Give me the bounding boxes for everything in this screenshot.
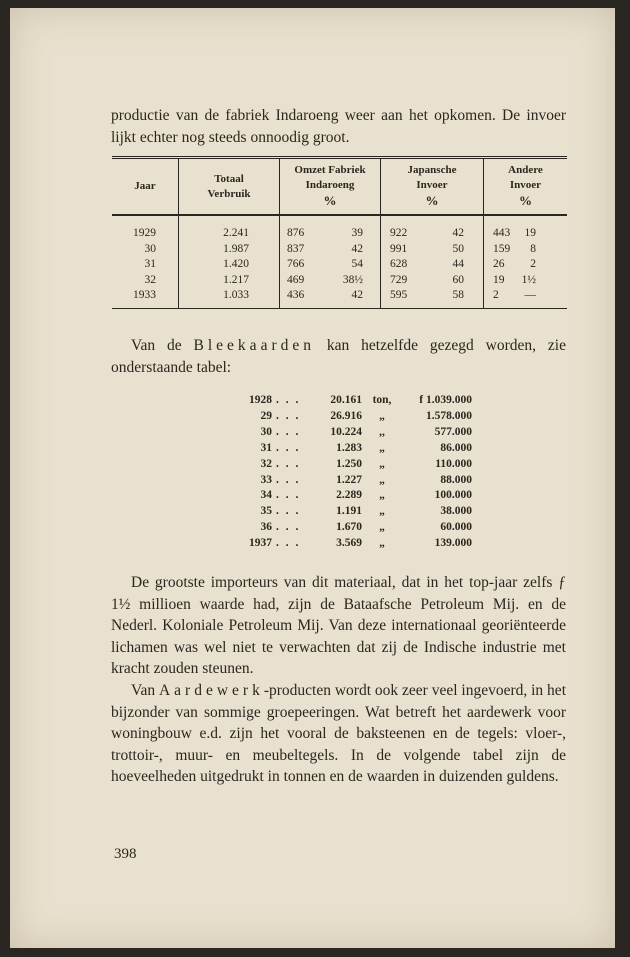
cell-omzet: 469 38½	[280, 273, 381, 289]
cell-year: 34	[260, 489, 272, 502]
cell-dots: . . .	[276, 394, 301, 406]
cell-tons: 20.161	[330, 394, 362, 406]
cell-dots: . . .	[276, 505, 301, 518]
table-row	[234, 425, 474, 441]
cell-value: 577.000	[434, 425, 472, 438]
cell-dots: . . .	[276, 425, 301, 438]
cell-value: 86.000	[440, 441, 472, 454]
cell-unit: „	[379, 473, 385, 486]
header-jaar: Jaar	[112, 158, 179, 216]
cell-value: 139.000	[434, 537, 472, 550]
cell-dots: . . .	[276, 441, 301, 454]
cell-unit: „	[379, 521, 385, 534]
cell-year: 36	[260, 521, 272, 534]
table-row	[112, 215, 567, 242]
table-row	[112, 242, 567, 258]
table-row	[234, 520, 474, 536]
cell-jaar: 30	[144, 242, 156, 255]
header-totaal-verbruik: Totaal Verbruik	[179, 158, 280, 216]
cell-dots: . . .	[276, 537, 301, 550]
cell-omzet: 876 39	[280, 215, 381, 242]
table-row	[112, 257, 567, 273]
cell-dots: . . .	[276, 409, 301, 422]
cell-tons: 10.224	[330, 425, 362, 438]
cell-year: 32	[260, 457, 272, 470]
cell-year: 31	[260, 441, 272, 454]
aardewerk-term: Aardewerk	[158, 682, 264, 699]
cell-andere: 26 2	[484, 257, 568, 273]
cell-dots: . . .	[276, 473, 301, 486]
cell-andere: 443 19	[484, 215, 568, 242]
cell-omzet: 436 42	[280, 288, 381, 308]
cell-omzet: 766 54	[280, 257, 381, 273]
cell-year: 29	[260, 409, 272, 422]
cell-tons: 1.283	[336, 441, 362, 454]
cell-jaar: 32	[144, 273, 156, 286]
header-japansche-invoer: Japansche Invoer %	[381, 158, 484, 216]
cell-unit: ton,	[372, 394, 392, 406]
cell-jaar: 1929	[133, 227, 156, 239]
table-row	[234, 409, 474, 425]
cell-unit: ,,	[379, 425, 385, 438]
intro-paragraph: productie van de fabriek Indaroeng weer aan het opkomen. De invoer lijkt echter nog steeds onnoodig groot.	[111, 107, 566, 146]
book-page	[10, 8, 615, 948]
cell-omzet: 837 42	[280, 242, 381, 258]
cell-japansche: 628 44	[381, 257, 484, 273]
cell-year: 35	[260, 505, 272, 518]
cell-year: 30	[260, 425, 272, 438]
table-row	[234, 393, 474, 409]
table-row	[234, 473, 474, 489]
cell-tons: 1.670	[336, 521, 362, 534]
cell-andere: 19 1½	[484, 273, 568, 289]
cell-value: 88.000	[440, 473, 472, 486]
cell-jaar: 1933	[112, 288, 179, 308]
cell-year: 1937	[249, 537, 272, 550]
cell-japansche: 595 58	[381, 288, 484, 308]
cell-unit: „	[379, 409, 385, 422]
cell-totaal: 2.241	[179, 215, 280, 242]
cell-japansche: 729 60	[381, 273, 484, 289]
cell-totaal: 1.987	[179, 242, 280, 258]
cell-unit: „	[379, 457, 385, 470]
cell-totaal: 1.033	[179, 288, 280, 308]
cell-dots: . . .	[276, 489, 301, 502]
cell-japansche: 991 50	[381, 242, 484, 258]
cell-tons: 3.569	[336, 537, 362, 550]
cell-value: 60.000	[440, 521, 472, 534]
cell-value: 110.000	[435, 457, 472, 470]
bleekaarden-table	[234, 393, 474, 552]
table-row	[234, 457, 474, 473]
table-header-row	[112, 158, 567, 216]
cell-tons: 1.250	[336, 457, 362, 470]
page-number: 398	[114, 846, 137, 862]
table-row	[112, 288, 567, 308]
table-row	[234, 504, 474, 520]
table-row	[234, 488, 474, 504]
cell-tons: 1.227	[336, 473, 362, 486]
cell-value: 38.000	[440, 505, 472, 518]
cell-unit: „	[379, 489, 385, 502]
header-andere-invoer: Andere Invoer %	[484, 158, 568, 216]
importeurs-paragraph: De grootste importeurs van dit materiaal, dat in het top-jaar zelfs ƒ 1½ millioen waarde had, zijn de Bataafsche Petroleum Mij. en de Nederl. Koloniale Petroleum Mij. Van deze internationaal georiënteerde lichamen was wel niet te verwachten dat zij de Indische industrie met kracht zouden steunen.	[111, 574, 566, 677]
bleekaarden-paragraph: Van de Bleekaarden kan hetzelfde gezegd worden, zie onderstaande tabel:	[111, 337, 566, 376]
cell-andere: 2 —	[484, 288, 568, 308]
cell-tons: 26.916	[330, 409, 362, 422]
cell-dots: . . .	[276, 521, 301, 534]
table-row	[112, 273, 567, 289]
cell-unit: „	[379, 537, 385, 550]
table-row	[234, 536, 474, 552]
cell-totaal: 1.217	[179, 273, 280, 289]
table-row	[234, 441, 474, 457]
cell-totaal: 1.420	[179, 257, 280, 273]
cell-value: 1.578.000	[426, 409, 472, 422]
aardewerk-paragraph: Van Aardewerk-producten wordt ook zeer veel ingevoerd, in het bijzonder van sommige groepeeringen. Wat betreft het aardewerk voor woningbouw e.d. zijn het vooral de baksteenen en de tegels: vloer-, trottoir-, muur- en meubeltegels. In de volgende tabel zijn de hoeveelheden uitgedrukt in tonnen en de waarden in duizenden guldens.	[111, 682, 566, 785]
cell-tons: 2.289	[336, 489, 362, 502]
cell-value: 100.000	[434, 489, 472, 502]
header-omzet-fabriek: Omzet Fabriek Indaroeng %	[280, 158, 381, 216]
cell-value: f 1.039.000	[419, 394, 472, 406]
cell-dots: . . .	[276, 457, 301, 470]
cell-jaar: 31	[144, 258, 156, 270]
bleekaarden-term: Bleekaarden	[193, 337, 315, 354]
cell-unit: „	[379, 441, 385, 454]
cement-import-table	[112, 156, 567, 309]
cell-japansche: 922 42	[381, 215, 484, 242]
cell-tons: 1.191	[336, 505, 362, 518]
cell-year: 33	[260, 473, 272, 486]
cell-year: 1928	[249, 394, 272, 406]
cell-andere: 159 8	[484, 242, 568, 258]
cell-unit: „	[379, 505, 385, 518]
